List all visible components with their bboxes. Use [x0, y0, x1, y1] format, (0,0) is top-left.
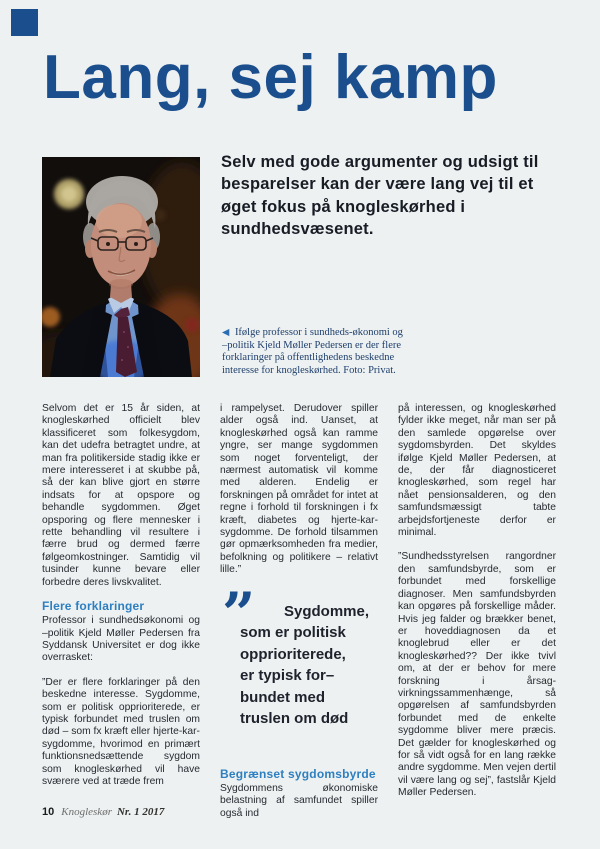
column-3 — [398, 403, 556, 820]
portrait-photo-illustration — [42, 157, 200, 377]
intro-standfirst: Selv med gode argumenter og udsigt til besparelser kan der være lang vej til et øget fokus på knogleskørhed i sundhedsvæsenet. — [221, 153, 539, 239]
issue-info: Nr. 1 2017 — [116, 806, 165, 818]
column-1 — [42, 403, 200, 820]
portrait-photo — [42, 157, 200, 377]
left-arrow-icon: ◀ — [222, 328, 233, 338]
paragraph: ”Der er flere forklaringer på den beskedne interesse. Sygdomme, som er politisk opprioriterede, er typisk forbundet med truslen om død – som fx kræft eller hjerte-kar-sygdomme, hvorimod en primært funktionsnedsættende sygdom som knogleskørhed vil have sværere ved at træde frem — [42, 676, 200, 787]
photo-caption — [222, 327, 406, 377]
page-number: 10 — [42, 806, 55, 818]
page-footer — [42, 806, 164, 818]
pull-quote — [220, 579, 378, 753]
pull-quote-line: truslen om død — [240, 710, 349, 728]
pull-quote-line: opprioriterede, — [240, 645, 346, 663]
magazine-title: Knogleskør — [61, 806, 112, 818]
paragraph: i rampelyset. Derudover spiller alder også ind. Uanset, at knogleskørhed også kan ramme yngre, ser mange sygdommen som noget forventeligt, der nærmest automatisk vil komme med alderen. Endelig er forskningen på området for intet at regne i forhold til forskningen i fx kræft, diabetes og hjerte-kar-sygdomme. De forhold tilsammen gør opmærksomheden fra medier, befolkning og politikere – relativt lille.” — [220, 403, 378, 576]
column-2 — [220, 403, 378, 820]
pull-quote-line: Sygdomme, — [284, 602, 370, 620]
paragraph: på interessen, og knogleskørhed fylder ikke meget, når man ser på den samlede opgørelse over sygdomsbyrden. Det skyldes ifølge Kjeld Møller Pedersen, at de, der får diagnosticeret knogleskørhed, som regel har nået pensionsalderen, og den samfundsmæssigt tabte arbejdsfortjeneste derfor er minimal. — [398, 403, 556, 539]
page-corner-marker — [11, 9, 38, 36]
subheading-begraenset-sygdomsbyrde: Begrænset sygdomsbyrde — [220, 766, 376, 781]
pull-quote-line: er typisk for– — [240, 667, 335, 685]
article-body — [42, 403, 556, 820]
photo-caption-text: Ifølge professor i sundheds-økonomi og –politik Kjeld Møller Pedersen er der flere forklaringer på offentlighedens beskedne interesse for knogleskørhed. Foto: Privat. — [222, 327, 403, 376]
paragraph: ”Sundhedsstyrelsen rangordner den samfundsbyrde, som er forbundet med forskellige diagnoser. Men samfundsbyrden kan opgøres på forskellige måder. Hvis jeg falder og brækker benet, er hoveddiagnosen da et knoglebrud eller er det knogleskørhed?? Der ikke tvivl om, at der er behov for mere forskning i årsag-virkningssammenhænge, så opgørelsen af samfundsbyrden forbundet med de enkelte sygdomme bliver mere præcis. Det gælder for knogleskørhed og for så vidt også for en lang række andre sygdomme. Men vejen dertil vil være lang og sej”, fastslår Kjeld Møller Pedersen. — [398, 551, 556, 799]
subheading-flere-forklaringer: Flere forklaringer — [42, 599, 145, 614]
paragraph: Selvom det er 15 år siden, at knogleskørhed officielt blev klassificeret som folkesygdom, kan det udefra betragtet undre, at man fra politikerside stadig ikke er mere interesseret i at skubbe på, så der kan blive gjort en større indsats for at opspore og behandle sygdommen. Øget opsporing og flere mennesker i rette behandling vil resultere i færre brud og dermed færre følgeomkostninger. Samtidig vil tusinder kunne bevare eller forbedre deres livskvalitet. — [42, 403, 200, 588]
quote-mark-icon: ” — [222, 579, 256, 648]
paragraph: Sygdommens økonomiske belastning af samfundet spiller også ind — [220, 782, 378, 819]
pull-quote-line: bundet med — [240, 688, 325, 706]
headline: Lang, sej kamp — [43, 43, 498, 112]
pull-quote-line: som er politisk — [240, 624, 346, 642]
paragraph: Professor i sundhedsøkonomi og –politik Kjeld Møller Pedersen fra Syddansk Universitet er dog ikke overrasket: — [42, 615, 200, 664]
